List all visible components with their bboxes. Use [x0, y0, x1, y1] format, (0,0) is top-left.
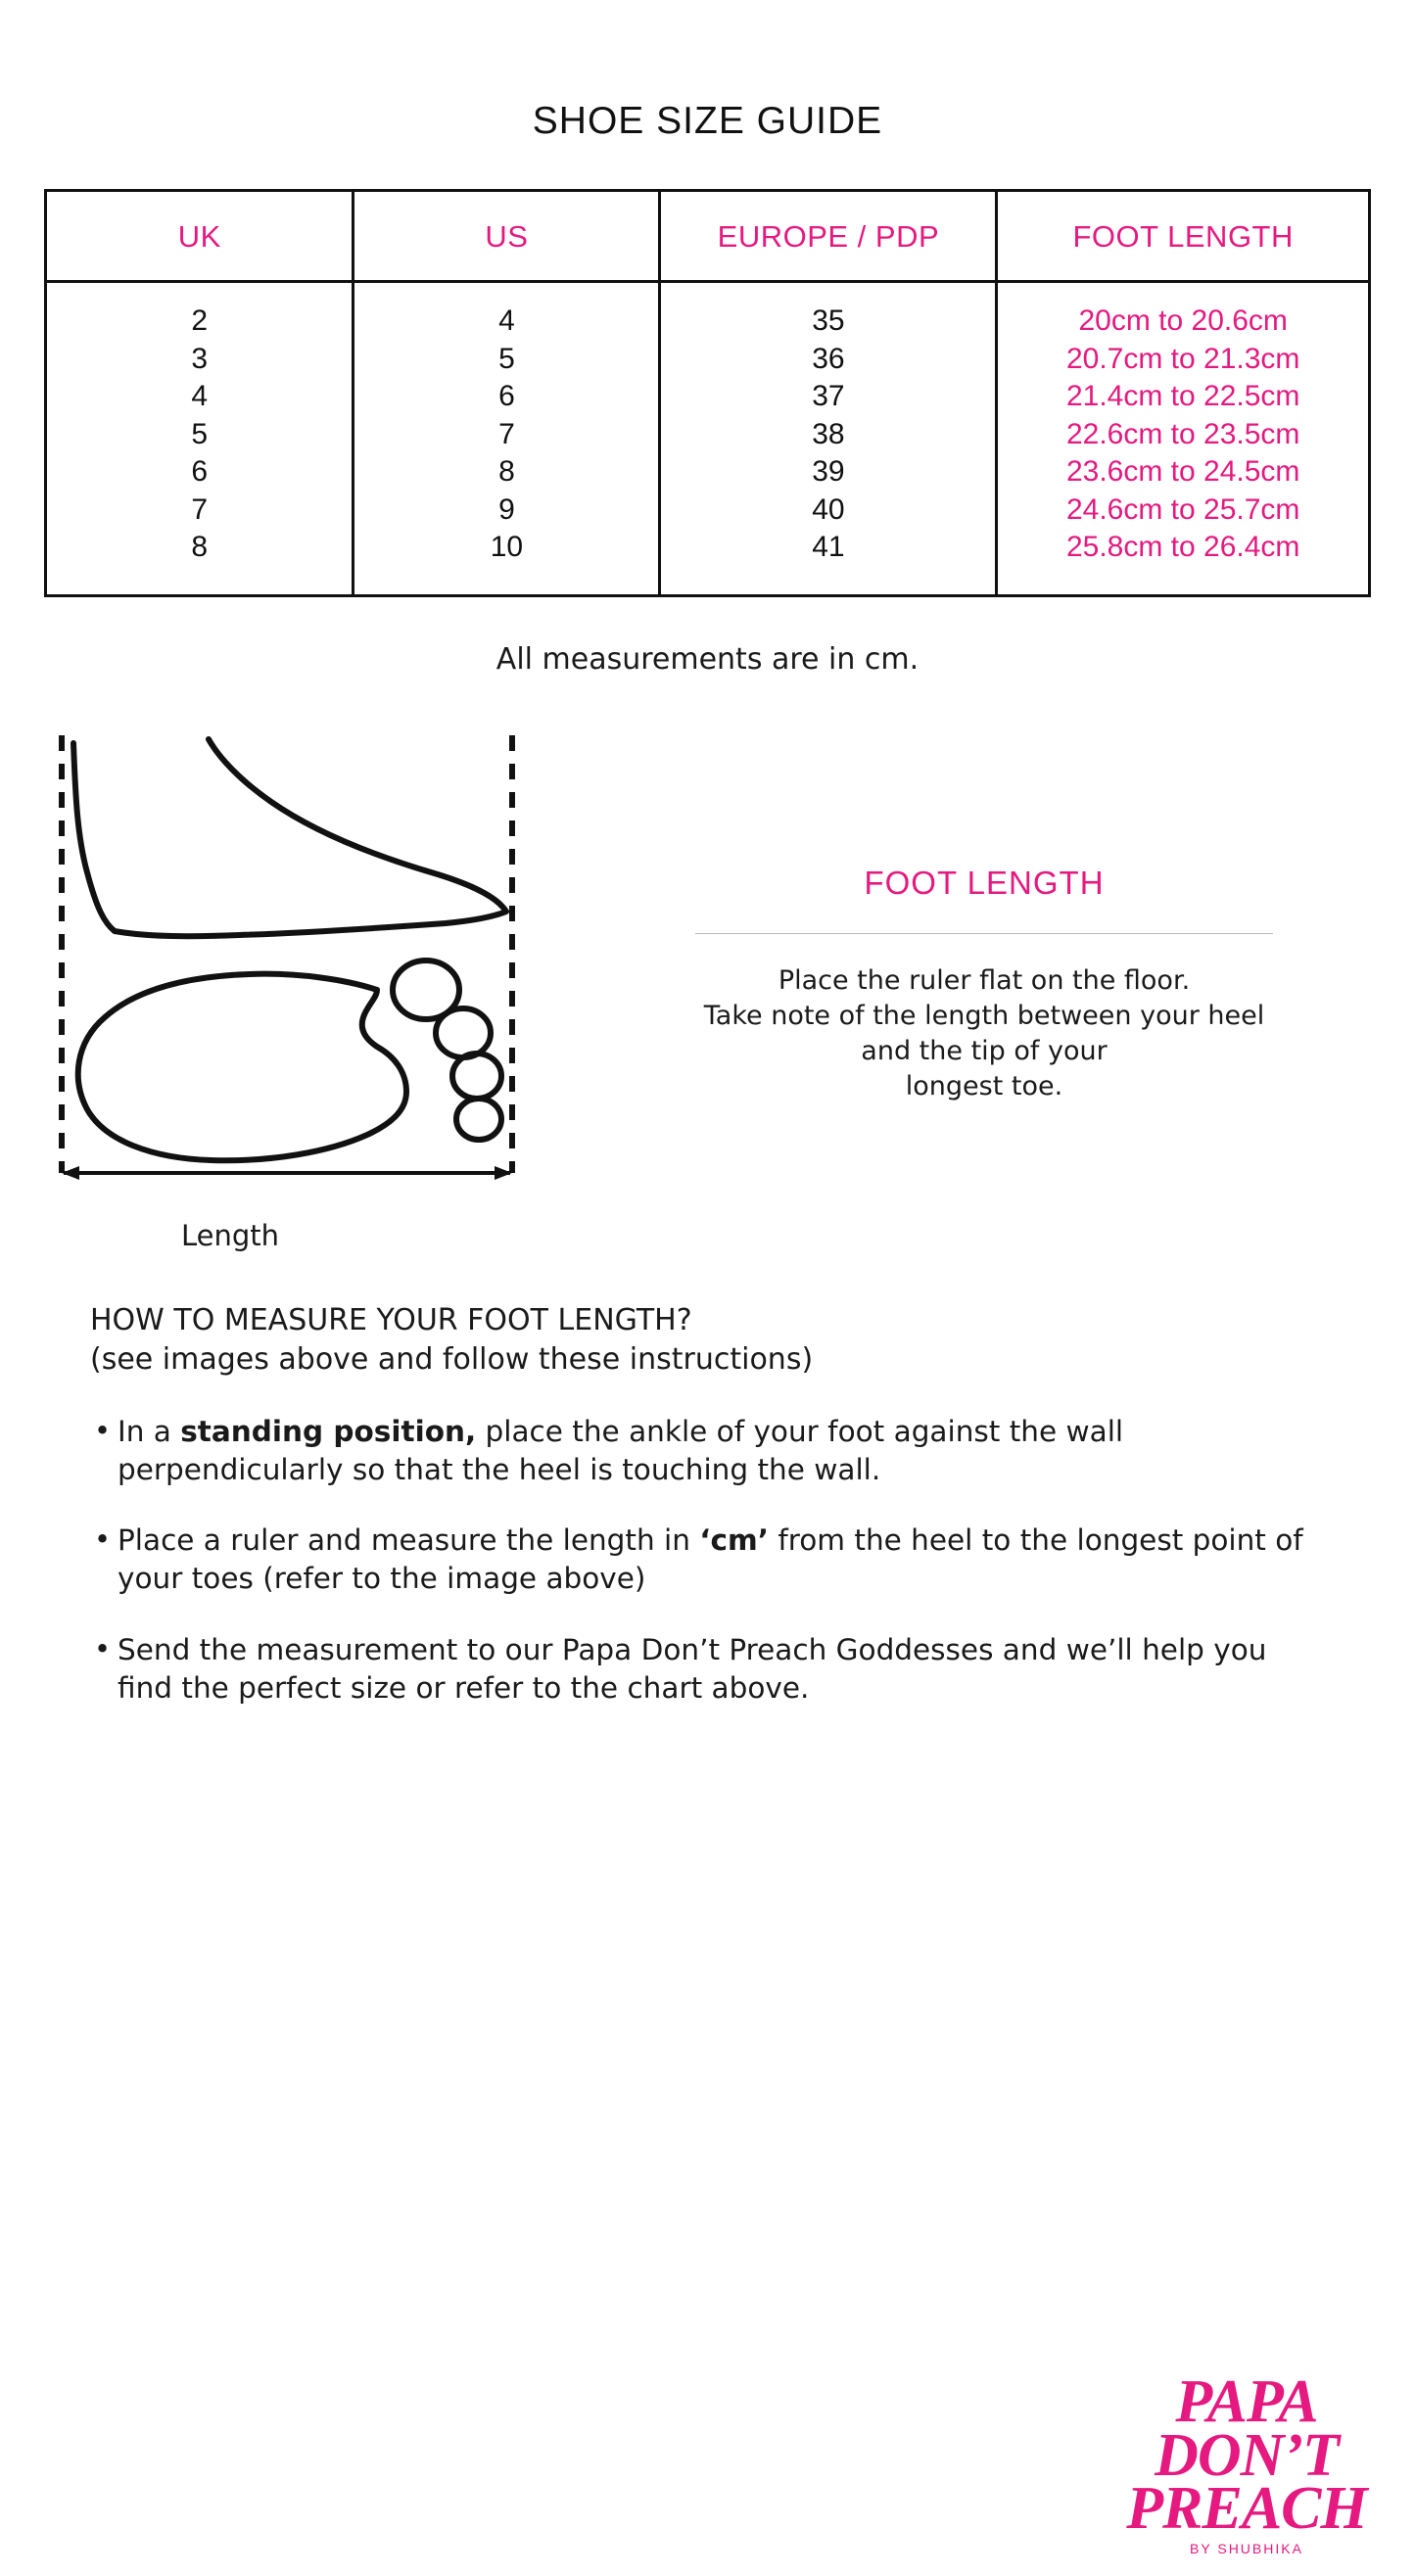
us-value: 4 — [498, 304, 515, 337]
uk-value: 6 — [191, 455, 209, 489]
measurement-note: All measurements are in cm. — [495, 641, 920, 677]
column-header-us: US — [354, 192, 660, 282]
instruction-line: and the tip of your — [861, 1035, 1108, 1066]
logo-line-3: PREACH — [1126, 2475, 1367, 2543]
toe-second — [436, 1008, 491, 1057]
foot-length-value: 20.7cm to 21.3cm — [1065, 342, 1300, 375]
page-title: SHOE SIZE GUIDE — [532, 100, 883, 142]
eu-value: 36 — [812, 342, 845, 375]
toe-third — [452, 1054, 501, 1099]
foot-measurement-diagram — [54, 727, 563, 1237]
toe-fourth — [456, 1099, 501, 1140]
instruction-line: Place the ruler flat on the floor. — [778, 964, 1191, 996]
footprint-outline — [78, 974, 406, 1161]
foot-length-value: 21.4cm to 22.5cm — [1065, 380, 1300, 413]
bullet-pre: In a — [118, 1414, 181, 1448]
uk-value: 3 — [191, 342, 209, 375]
uk-value: 8 — [191, 531, 209, 564]
howto-title — [90, 1301, 1325, 1380]
list-item — [90, 1631, 1325, 1708]
bullet-post: place the ankle of your foot against the wall perpendicularly so that the heel is touching the wall. — [118, 1414, 1124, 1486]
eu-value: 39 — [812, 455, 845, 489]
foot-side-profile — [73, 739, 506, 936]
foot-length-instructions — [685, 963, 1283, 1104]
logo-line-1: PAPA — [1175, 2368, 1318, 2436]
foot-length-heading: FOOT LENGTH — [864, 864, 1105, 901]
table-row — [47, 282, 1368, 594]
table-header-row — [47, 192, 1368, 282]
list-item — [90, 1522, 1325, 1598]
uk-value: 2 — [191, 304, 209, 337]
us-value: 6 — [498, 380, 515, 413]
bullet-bold: standing position, — [180, 1414, 477, 1448]
howto-section — [90, 1301, 1325, 1708]
uk-value: 5 — [191, 417, 209, 450]
cell-us-values — [354, 282, 660, 594]
foot-length-value: 25.8cm to 26.4cm — [1065, 531, 1300, 564]
us-value: 9 — [498, 492, 515, 526]
foot-length-value: 23.6cm to 24.5cm — [1065, 455, 1300, 489]
eu-value: 37 — [812, 380, 845, 413]
column-header-europe: EUROPE / PDP — [660, 192, 997, 282]
instruction-line: Take note of the length between your heel — [703, 1000, 1265, 1031]
uk-value: 4 — [191, 380, 209, 413]
foot-length-value: 20cm to 20.6cm — [1078, 304, 1288, 337]
bullet-post: from the heel to the longest point of your toes (refer to the image above) — [118, 1523, 1303, 1596]
us-value: 8 — [498, 455, 515, 489]
cell-foot-length-values — [997, 282, 1368, 594]
bullet-bold: ‘cm’ — [699, 1523, 769, 1558]
column-header-uk: UK — [47, 192, 354, 282]
eu-value: 38 — [812, 417, 845, 450]
eu-value: 35 — [812, 304, 845, 337]
length-caption: Length — [181, 1218, 280, 1252]
brand-logo — [1109, 2368, 1384, 2556]
list-item — [90, 1413, 1325, 1489]
size-table — [47, 192, 1368, 594]
column-header-foot-length: FOOT LENGTH — [997, 192, 1368, 282]
eu-value: 41 — [812, 531, 845, 564]
foot-length-panel — [685, 865, 1283, 1104]
size-table-container — [44, 189, 1371, 597]
logo-byline: BY SHUBHIKA — [1190, 2541, 1303, 2556]
howto-title-line1: HOW TO MEASURE YOUR FOOT LENGTH? — [90, 1302, 692, 1337]
divider — [695, 933, 1273, 934]
us-value: 5 — [498, 342, 515, 375]
bullet-pre: Place a ruler and measure the length in — [118, 1523, 700, 1558]
us-value: 7 — [498, 417, 515, 450]
logo-line-2: DON’T — [1155, 2421, 1339, 2489]
eu-value: 40 — [812, 492, 845, 526]
cell-uk-values — [47, 282, 354, 594]
foot-length-value: 22.6cm to 23.5cm — [1065, 417, 1300, 450]
illustration-section — [0, 727, 1415, 1276]
cell-europe-values — [660, 282, 997, 594]
size-guide-page — [0, 100, 1415, 2576]
foot-length-value: 24.6cm to 25.7cm — [1065, 492, 1300, 526]
bullet-pre: Send the measurement to our Papa Don’t Preach Goddesses and we’ll help you find the perfect size or refer to the chart above. — [118, 1632, 1267, 1705]
howto-title-line2: (see images above and follow these instructions) — [90, 1341, 814, 1377]
howto-bullet-list — [90, 1413, 1325, 1708]
instruction-line: longest toe. — [905, 1070, 1063, 1101]
uk-value: 7 — [191, 492, 209, 526]
us-value: 10 — [490, 531, 524, 564]
